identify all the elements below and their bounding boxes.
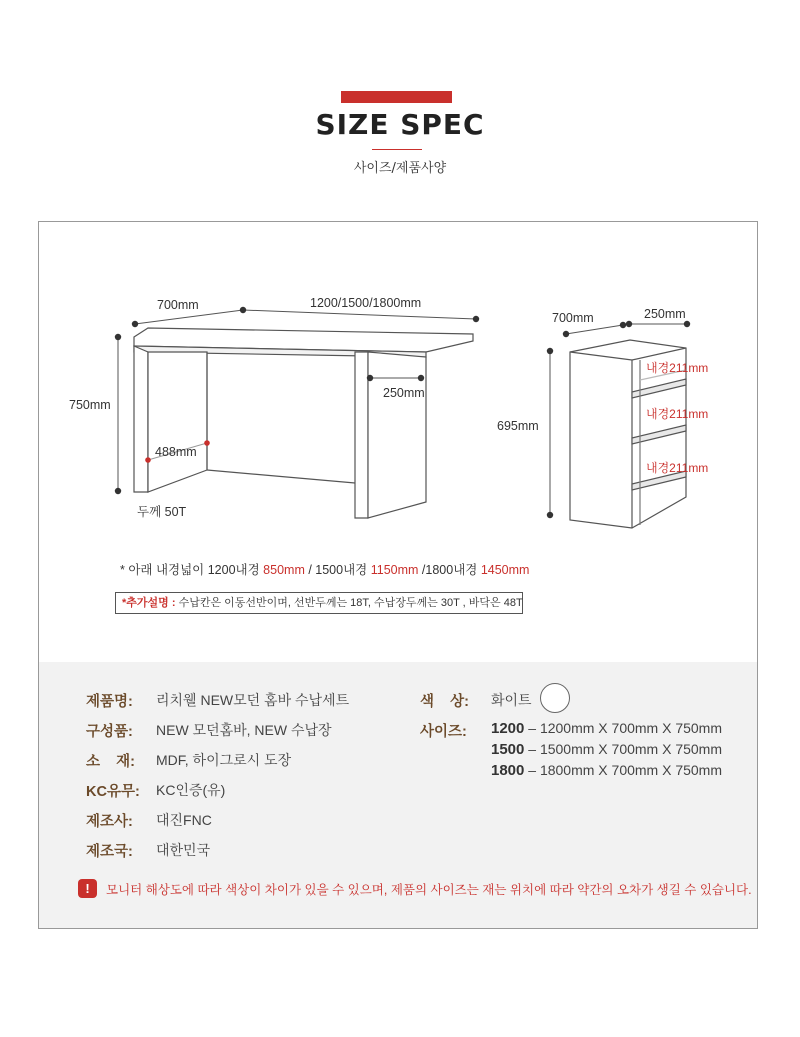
spec-maker-value: 대진FNC (156, 812, 212, 828)
spec-row-country: 제조국: (86, 844, 133, 860)
desk-leg-label: 250mm (383, 386, 425, 400)
size-line-1500: 1500 – 1500mm X 700mm X 750mm (491, 741, 723, 758)
color-swatch-white (540, 683, 570, 713)
spec-color-value: 화이트 (491, 692, 532, 708)
page-title: SIZE SPEC (315, 108, 485, 141)
monitor-warning: 모니터 해상도에 따라 색상이 차이가 있을 수 있으며, 제품의 사이즈는 재는 위치에 따라 약간의 오차가 생길 수 있습니다. (106, 883, 752, 897)
exclamation-icon: ! (78, 879, 97, 898)
spec-row-color: 색 상: (420, 694, 469, 710)
spec-row-components: 구성품: (86, 724, 133, 740)
desk-width-label: 1200/1500/1800mm (310, 296, 422, 310)
desk-thickness-label: 두께 50T (137, 505, 187, 519)
spec-name-value: 리치웰 NEW모던 홈바 수납세트 (156, 692, 350, 708)
cabinet-height-label: 695mm (497, 419, 539, 433)
shelf-1-label: 내경211mm (646, 361, 709, 375)
cabinet-depth-label: 700mm (552, 311, 594, 325)
spec-components-value: NEW 모던홈바, NEW 수납장 (156, 722, 332, 738)
spec-row-maker: 제조사: (86, 814, 133, 830)
page-subtitle: 사이즈/제품사양 (353, 161, 447, 176)
desk-depth-label: 700mm (157, 298, 199, 312)
size-line-1200: 1200 – 1200mm X 700mm X 750mm (491, 720, 723, 737)
spec-material-value: MDF, 하이그로시 도장 (156, 752, 292, 768)
desk-inner-depth-label: 488mm (155, 445, 197, 459)
extra-description: *추가설명 : 수납칸은 이동선반이며, 선반두께는 18T, 수납장두께는 30T , 바닥은 48T (115, 592, 523, 614)
spec-kc-value: KC인증(유) (156, 782, 226, 798)
desk-drawing (134, 328, 473, 518)
size-line-1800: 1800 – 1800mm X 700mm X 750mm (491, 762, 723, 779)
spec-country-value: 대한민국 (156, 842, 211, 858)
spec-row-size: 사이즈: (420, 724, 467, 740)
spec-row-kc: KC유무: (86, 784, 140, 800)
shelf-2-label: 내경211mm (646, 407, 709, 421)
inner-width-note: * 아래 내경넓이 1200내경 850mm / 1500내경 1150mm /1800내경 1450mm (120, 563, 530, 577)
desk-height-label: 750mm (69, 398, 111, 412)
spec-row-material: 소 재: (86, 754, 135, 770)
cabinet-width-label: 250mm (644, 307, 686, 321)
shelf-3-label: 내경211mm (646, 461, 709, 475)
spec-row-name: 제품명: (86, 694, 133, 710)
